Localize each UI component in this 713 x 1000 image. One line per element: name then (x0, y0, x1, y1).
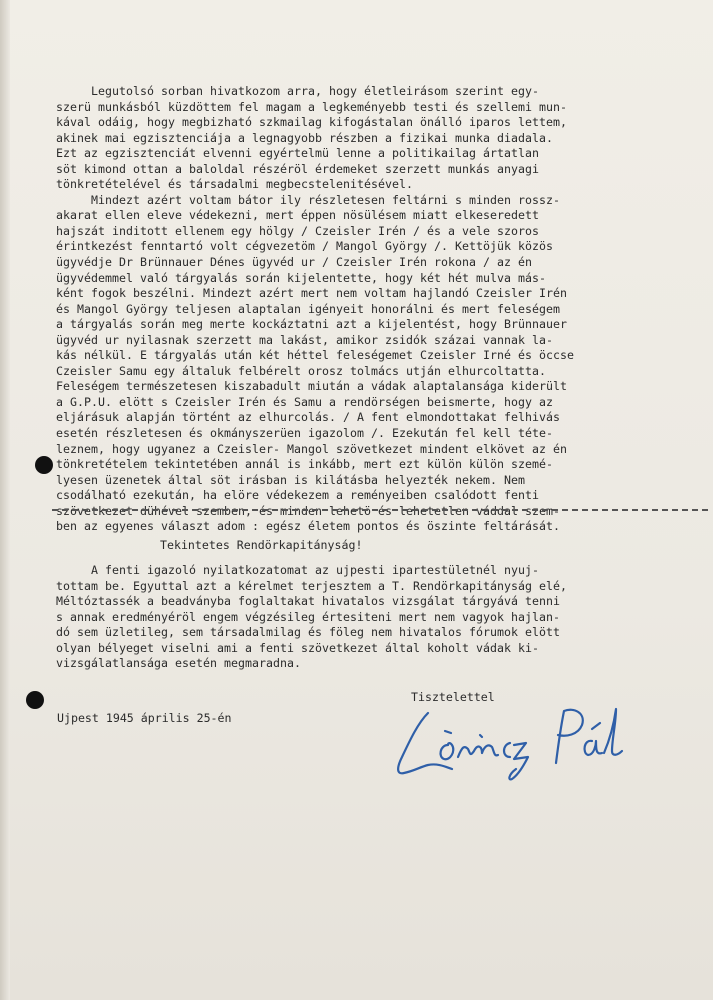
punch-hole-upper (35, 456, 53, 474)
text-line: leznem, hogy ugyanez a Czeisler- Mangol szövetkezet mindent elkövet az én (56, 441, 568, 456)
text-line: kás nélkül. E tárgyalás után két héttel feleségemet Czeisler Irné és öccse (56, 348, 575, 363)
text-line: esetén részletesen és okmányszerüen igazolom /. Ezekután fel kell téte- (56, 426, 554, 441)
text-line: érintkezést fenntartó volt cégvezetöm / Mangol György /. Kettöjük közös (56, 239, 554, 254)
text-line: ügyvédemmel való tárgyalás során kijelentette, hogy két hét mulva más- (56, 270, 547, 285)
text-line: hajszát inditott ellenem egy hölgy / Czeisler Irén / és a vele szoros (56, 223, 540, 238)
text-line: szerü munkásból küzdöttem fel magam a legkeményebb testi és szellemi mun- (56, 99, 568, 114)
petition-heading: Tekintetes Rendörkapitányság! (160, 538, 363, 552)
text-line: Ezt az egzisztenciát elvenni egyértelmü lenne a politikailag ártatlan (56, 146, 540, 161)
text-line: dó sem üzletileg, sem társadalmilag és föleg nem hivatalos fórumok elött (56, 625, 561, 640)
closing-salutation: Tisztelettel (411, 690, 495, 704)
text-line: akinek mai egzisztenciája a legnagyobb részben a fizikai munka diadala. (56, 130, 554, 145)
text-line: olyan bélyeget viselni ami a fenti szövetkezet által koholt vádak ki- (56, 640, 540, 655)
text-line: lyesen üzenetek által söt irásban is kilátásba helyezték nekem. Nem (56, 472, 526, 487)
text-line: Czeisler Samu egy általuk felbérelt orosz tolmács utján elhurcoltatta. (56, 363, 547, 378)
text-line: ügyvédje Dr Brünnauer Dénes ügyvéd ur / Czeisler Irén rokona / az én (56, 255, 533, 270)
text-line: szövetkezet dühével szemben, és minden lehetö és lehetetlen váddal szem- (56, 503, 561, 518)
text-line: s annak eredményéröl engem végzésileg értesiteni mert nem vagyok hajlan- (56, 609, 561, 624)
text-line: söt kimond ottan a baloldal részéröl érdemeket szerzett munkás anyagi (56, 161, 540, 176)
text-line: ügyvéd ur nyilasnak szerzett ma lakást, amikor zsidók százai vannak la- (56, 332, 554, 347)
text-line: ben az egyenes választ adom : egész életem pontos és öszinte feltárását. (56, 519, 561, 534)
punch-hole-lower (26, 691, 44, 709)
text-line: a tárgyalás során meg merte kockáztatni azt a kijelentést, hogy Brünnauer (56, 317, 568, 332)
text-line: tönkretételem tekintetében annál is inkább, mert ezt külön külön szemé- (56, 457, 554, 472)
text-line: tottam be. Egyuttal azt a kérelmet terjesztem a T. Rendörkapitányság elé, (56, 578, 568, 593)
text-line: és Mangol György teljesen alaptalan igényeit honorálni és mert feleségem (56, 301, 561, 316)
text-line: Méltóztassék a beadványba foglaltakat hivatalos vizsgálat tárgyává tenni (56, 594, 561, 609)
section-divider (52, 509, 708, 511)
date-line: Ujpest 1945 április 25-én (57, 711, 232, 725)
text-line: ként fogok beszélni. Mindezt azért mert nem voltam hajlandó Czeisler Irén (56, 286, 568, 301)
text-line: Legutolsó sorban hivatkozom arra, hogy életleirásom szerint egy- (56, 84, 540, 98)
text-line: eljárásuk alapján történt az elhurcolás. / A fent elmondottakat felhivás (56, 410, 561, 425)
petition-body (56, 563, 713, 672)
page-edge-shadow (0, 0, 10, 1000)
text-line: a G.P.U. elött s Czeisler Irén és Samu a rendörségen beismerte, hogy az (56, 394, 554, 409)
text-line: kával odáig, hogy megbizható szkmailag kifogástalan önálló iparos lettem, (56, 115, 568, 130)
text-line: Mindezt azért voltam bátor ily részletesen feltárni s minden rossz- (56, 192, 561, 207)
text-line: csodálható ezekután, ha elöre védekezem a reményeiben csalódott fenti (56, 488, 540, 503)
text-line: A fenti igazoló nyilatkozatomat az ujpesti ipartestületnél nyuj- (56, 563, 540, 577)
text-line: vizsgálatlansága esetén megmaradna. (56, 656, 302, 671)
text-line: Feleségem természetesen kiszabadult miután a vádak alaptalansága kiderült (56, 379, 568, 394)
text-line: tönkretételével és társadalmi megbecstelenitésével. (56, 177, 414, 192)
handwritten-signature (388, 695, 628, 790)
letter-body (56, 84, 713, 535)
text-line: akarat ellen eleve védekezni, mert éppen nösülésem miatt elkeseredett (56, 208, 540, 223)
